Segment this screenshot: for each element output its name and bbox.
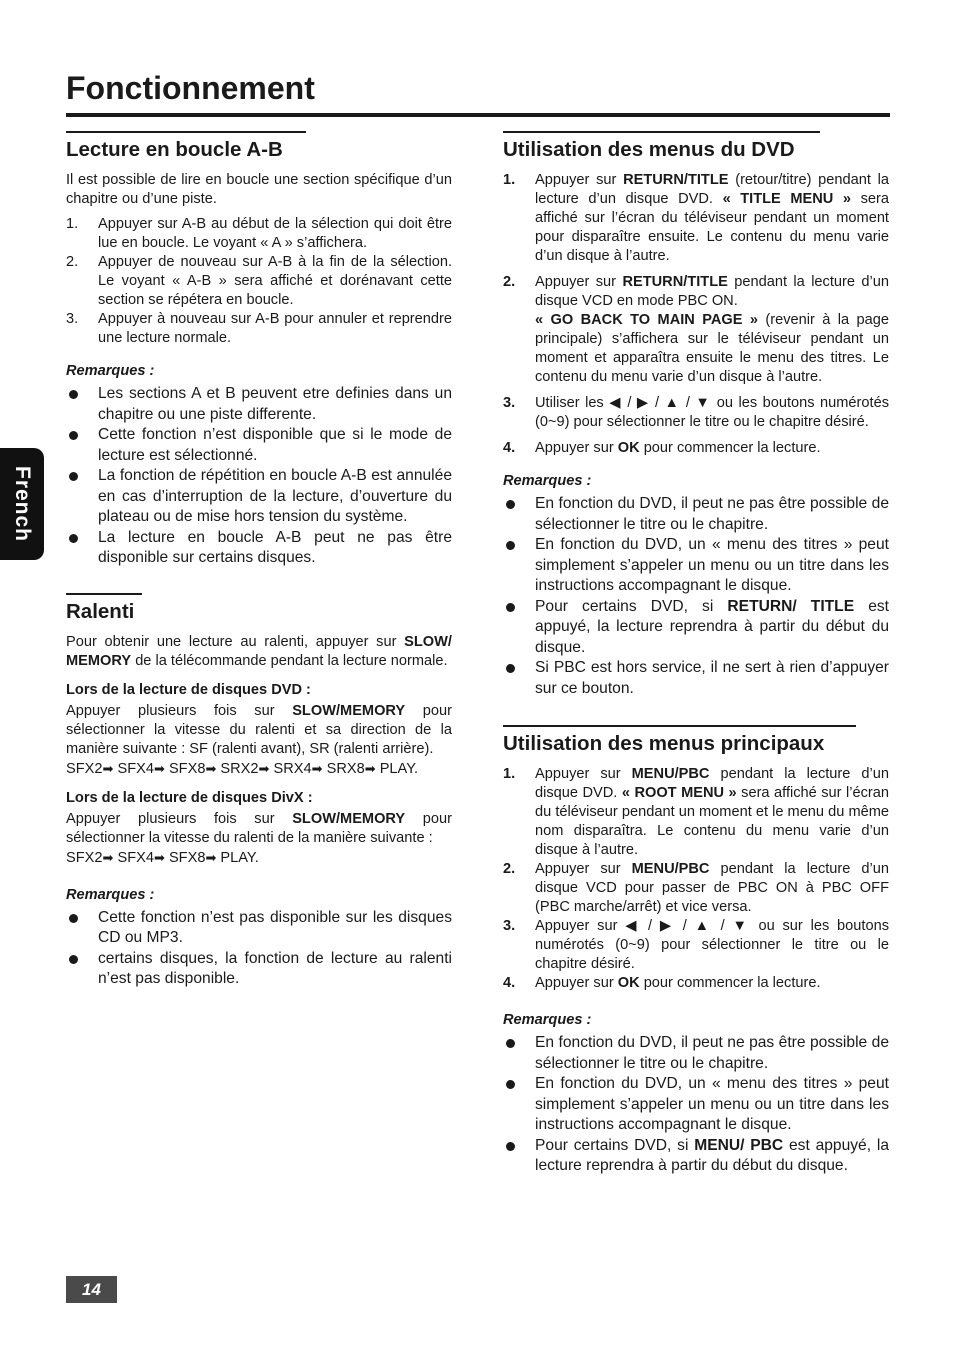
list-item: Pour certains DVD, si RETURN/ TITLE est appuyé, la lecture reprendra à partir du début du disque.	[503, 597, 889, 659]
arrow-right-icon: ➡	[258, 760, 270, 776]
arrow-right-icon: ➡	[102, 849, 114, 865]
arrow-right-icon: ➡	[205, 849, 217, 865]
dvd-slow-title: Lors de la lecture de disques DVD :	[66, 681, 311, 698]
remarks-title: Remarques :	[503, 473, 592, 489]
right-column	[503, 131, 889, 1177]
list-item: En fonction du DVD, il peut ne pas être possible de sélectionner le titre ou le chapitre.	[503, 494, 889, 535]
list-item: 1. Appuyer sur A-B au début de la sélection qui doit être lue en boucle. Le voyant « A » s’affichera.	[66, 216, 452, 251]
list-item: En fonction du DVD, un « menu des titres » peut simplement s’appeler un menu ou un titre dans les instructions accompagnant le disque.	[503, 535, 889, 597]
dvd-menu-steps	[503, 171, 889, 458]
list-item: 2. Appuyer sur MENU/PBC pendant la lecture d’un disque VCD pour passer de PBC ON à PBC OFF (PBC marche/arrêt) et vice versa.	[503, 861, 889, 915]
list-item: 1. Appuyer sur RETURN/TITLE (retour/titre) pendant la lecture d’un disque DVD. « TITLE MENU » sera affiché sur l’écran du téléviseur pendant un moment pour disparaître ensuite. Le contenu du menu varie d’un disque à l’autre.	[503, 172, 889, 264]
arrow-right-icon: ➡	[102, 760, 114, 776]
list-item: Si PBC est hors service, il ne sert à rien d’appuyer sur ce bouton.	[503, 658, 889, 699]
ab-intro: Il est possible de lire en boucle une section spécifique d’un chapitre ou d’une piste.	[66, 172, 452, 207]
main-menu-remarks	[503, 1033, 889, 1177]
slow-remarks	[66, 908, 452, 990]
list-item: 3. Appuyer sur ◀ / ▶ / ▲ / ▼ ou sur les boutons numérotés (0~9) pour sélectionner le titre ou le chapitre désiré.	[503, 918, 889, 972]
section-rule	[66, 593, 142, 595]
arrow-right-icon: ➡	[311, 760, 323, 776]
list-item: En fonction du DVD, un « menu des titres » peut simplement s’appeler un menu ou un titre dans les instructions accompagnant le disque.	[503, 1074, 889, 1136]
slow-intro: Pour obtenir une lecture au ralenti, appuyer sur SLOW/ MEMORY de la télécommande pendant la lecture normale.	[66, 633, 452, 669]
ab-section-title: Lecture en boucle A-B	[66, 138, 283, 161]
list-item: Cette fonction n’est disponible que si le mode de lecture est sélectionné.	[66, 425, 452, 466]
section-rule	[503, 131, 820, 133]
left-column	[66, 131, 452, 990]
arrow-right-icon: ➡	[153, 760, 165, 776]
slow-section-title: Ralenti	[66, 599, 135, 623]
list-item: La lecture en boucle A-B peut ne pas être disponible sur certains disques.	[66, 528, 452, 569]
arrow-right-icon: ➡	[205, 760, 217, 776]
remarks-title: Remarques :	[66, 363, 155, 379]
title-rule	[66, 113, 890, 117]
list-item: 4. Appuyer sur OK pour commencer la lecture.	[503, 975, 821, 991]
language-tab-label: French	[11, 465, 34, 543]
list-item: En fonction du DVD, il peut ne pas être possible de sélectionner le titre ou le chapitre.	[503, 1033, 889, 1074]
dvd-menu-remarks	[503, 494, 889, 699]
language-tab	[0, 448, 44, 560]
divx-slow-title: Lors de la lecture de disques DivX :	[66, 789, 313, 806]
list-item: Les sections A et B peuvent etre definies dans un chapitre ou une piste differente.	[66, 384, 452, 425]
section-rule	[503, 725, 856, 727]
ab-remarks	[66, 384, 452, 569]
ab-steps	[66, 215, 452, 348]
list-item: Cette fonction n’est pas disponible sur les disques CD ou MP3.	[66, 908, 452, 949]
remarks-title: Remarques :	[503, 1012, 592, 1028]
page-number: 14	[66, 1276, 117, 1303]
list-item: 3. Utiliser les ◀ / ▶ / ▲ / ▼ ou les boutons numérotés (0~9) pour sélectionner le titre ou le chapitre désiré.	[503, 395, 889, 430]
dvd-menu-section-title: Utilisation des menus du DVD	[503, 138, 795, 161]
list-item: Pour certains DVD, si MENU/ PBC est appuyé, la lecture reprendra à partir du début du disque.	[503, 1136, 889, 1177]
list-item: 4. Appuyer sur OK pour commencer la lecture.	[503, 440, 821, 456]
section-rule	[66, 131, 306, 133]
main-menu-section-title: Utilisation des menus principaux	[503, 732, 825, 755]
dvd-slow-sequence: SFX2➡ SFX4➡ SFX8➡ SRX2➡ SRX4➡ SRX8➡ PLAY.	[66, 760, 419, 777]
arrow-right-icon: ➡	[364, 760, 376, 776]
remarks-title: Remarques :	[66, 886, 155, 903]
divx-slow-text: Appuyer plusieurs fois sur SLOW/MEMORY pour sélectionner la vitesse du ralenti de la manière suivante :	[66, 810, 452, 846]
arrow-right-icon: ➡	[153, 849, 165, 865]
page-title: Fonctionnement	[66, 70, 315, 106]
list-item: 2. Appuyer de nouveau sur A-B à la fin de la sélection. Le voyant « A-B » sera affiché et dorénavant cette section se répétera en boucle.	[66, 254, 452, 308]
list-item: certains disques, la fonction de lecture au ralenti n’est pas disponible.	[66, 949, 452, 990]
main-menu-steps	[503, 765, 889, 993]
list-item: La fonction de répétition en boucle A-B est annulée en cas d’interruption de la lecture, d’ouverture du plateau ou de mise hors tension du système.	[66, 466, 452, 528]
list-item: 1. Appuyer sur MENU/PBC pendant la lecture d’un disque DVD. « ROOT MENU » sera affiché sur l’écran du téléviseur pendant un moment et le menu du même nom disparaîtra. Le contenu du menu varie d’un disque à l’autre.	[503, 766, 889, 858]
divx-slow-sequence: SFX2➡ SFX4➡ SFX8➡ PLAY.	[66, 849, 259, 866]
list-item: 3. Appuyer à nouveau sur A-B pour annuler et reprendre une lecture normale.	[66, 311, 452, 346]
list-item: 2. Appuyer sur RETURN/TITLE pendant la lecture d’un disque VCD en mode PBC ON. « GO BACK TO MAIN PAGE » (revenir à la page principale) s’affichera sur le téléviseur pendant un moment et apparaîtra ensuite le menu des titres. Le contenu du menu varie d’un disque à l’autre.	[503, 274, 889, 385]
dvd-slow-text: Appuyer plusieurs fois sur SLOW/MEMORY pour sélectionner la vitesse du ralenti et sa direction de la manière suivante : SF (ralenti avant), SR (ralenti arrière).	[66, 702, 452, 757]
